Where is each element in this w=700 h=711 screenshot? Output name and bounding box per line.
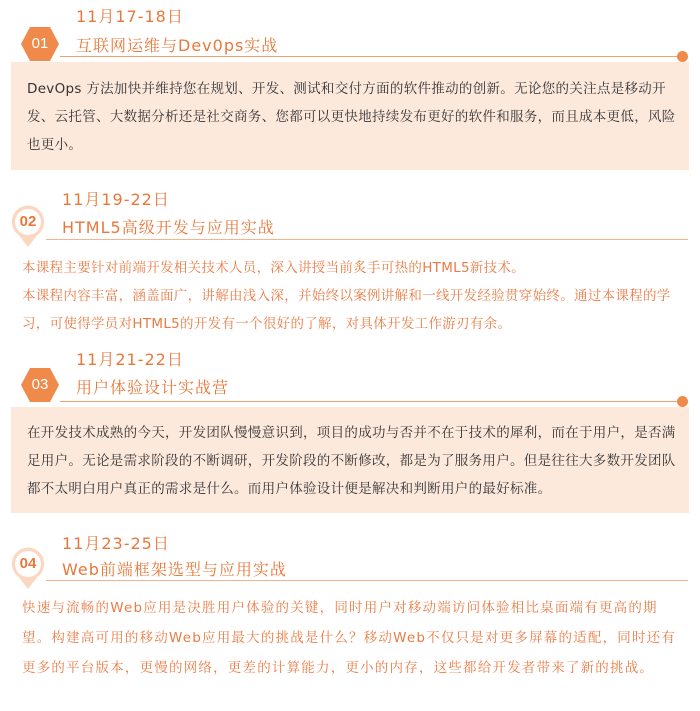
section-number: 01: [31, 35, 49, 52]
section-date: 11月23-25日: [62, 534, 170, 553]
section-title: 用户体验设计实战营: [76, 378, 230, 397]
content-text: [22, 254, 682, 338]
paragraph: 快速与流畅的Web应用是决胜用户体验的关键，同时用户对移动端访问体验相比桌面端有更高的期望。构建高可用的移动Web应用最大的挑战是什么？移动Web不仅只是对更多屏幕的适配，同时还有更多的平台版本，更慢的网络，更差的计算能力，更小的内存，这些都给开发者带来了新的挑战。: [22, 600, 677, 676]
section-date: 11月21-22日: [76, 350, 184, 369]
content-text: [22, 593, 680, 683]
content-box: [11, 62, 689, 170]
divider-line: [46, 239, 688, 240]
divider-line: [60, 401, 680, 402]
paragraph: 本课程主要针对前端开发相关技术人员，深入讲授当前炙手可热的HTML5新技术。: [22, 260, 526, 276]
location-pin-badge-icon: [10, 546, 46, 590]
content-box: [11, 407, 689, 513]
section-title: 互联网运维与Dev0ps实战: [76, 36, 279, 55]
divider-line: [60, 56, 680, 57]
line-endcap-dot: [677, 396, 688, 407]
section-title: HTML5高级开发与应用实战: [62, 218, 275, 237]
paragraph: 在开发技术成熟的今天，开发团队慢慢意识到，项目的成功与否并不在于技术的犀利，而在于用户，是否满足用户。无论是需求阶段的不断调研，开发阶段的不断修改，都是为了服务用户。但是往往大多数开发团队都不太明白用户真正的需求是什么。而用户体验设计便是解决和判断用户的最好标准。: [27, 425, 676, 497]
section-number: 03: [31, 376, 49, 393]
section-date: 11月19-22日: [62, 190, 170, 209]
paragraph: DevOps 方法加快并维持您在规划、开发、测试和交付方面的软件推动的创新。无论您的关注点是移动开发、云托管、大数据分析还是社交商务、您都可以更快地持续发布更好的软件和服务，而且成本更低，风险也更小。: [27, 81, 676, 153]
line-endcap-dot: [677, 51, 688, 62]
paragraph: 本课程内容丰富，涵盖面广，讲解由浅入深，并始终以案例讲解和一线开发经验贯穿始终。通过本课程的学习，可使得学员对HTML5的开发有一个很好的了解，对具体开发工作游刃有余。: [22, 288, 671, 332]
section-number: 02: [19, 213, 37, 230]
section-date: 11月17-18日: [76, 7, 184, 26]
section-number: 04: [19, 555, 37, 572]
divider-line: [46, 580, 688, 581]
hexagon-badge-icon: [20, 26, 60, 62]
section-title: Web前端框架选型与应用实战: [62, 560, 287, 579]
location-pin-badge-icon: [10, 204, 46, 248]
hexagon-badge-icon: [20, 367, 60, 403]
